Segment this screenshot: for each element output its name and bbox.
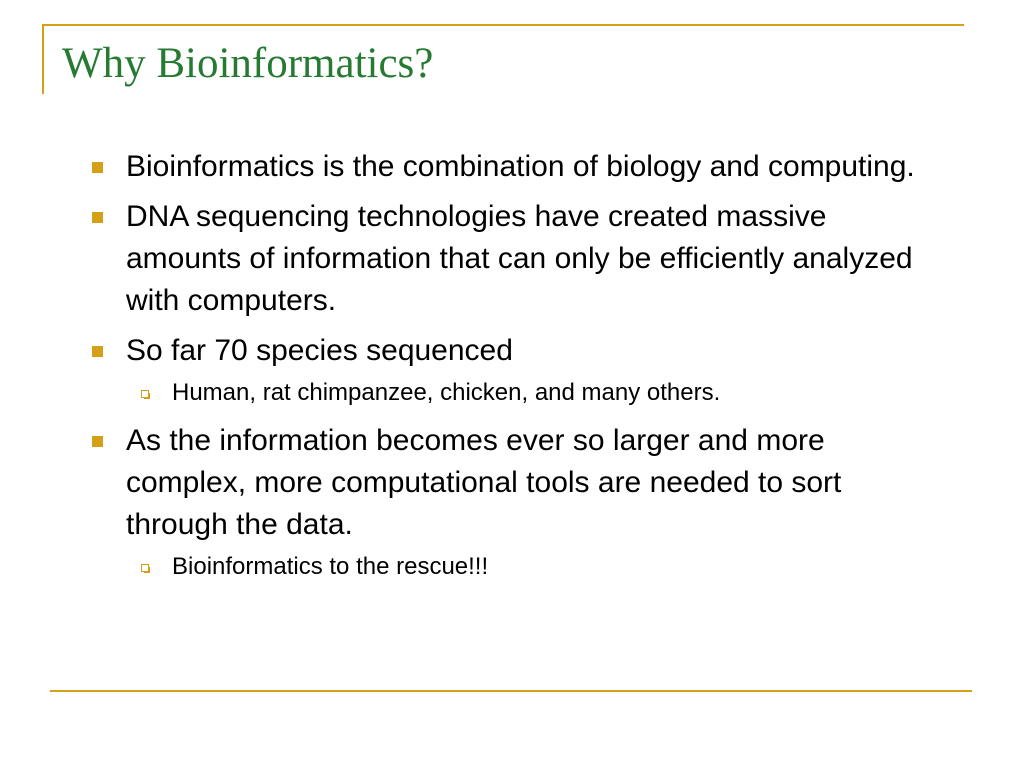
- left-border-line: [42, 24, 44, 94]
- hollow-square-bullet-icon: [141, 390, 149, 398]
- square-bullet-icon: [92, 212, 103, 223]
- bullet-list: [88, 146, 948, 594]
- square-bullet-icon: [92, 162, 103, 173]
- bullet-text: DNA sequencing technologies have created massive amounts of information that can only be efficiently analyzed with computers.: [126, 200, 913, 317]
- bullet-item: [88, 330, 948, 372]
- sub-bullet-text: Bioinformatics to the rescue!!!: [172, 553, 489, 580]
- bottom-border-line: [50, 690, 972, 692]
- sub-bullet-text: Human, rat chimpanzee, chicken, and many others.: [172, 379, 721, 406]
- hollow-square-bullet-icon: [141, 564, 149, 572]
- bullet-item: [88, 146, 948, 188]
- square-bullet-icon: [92, 436, 103, 447]
- bullet-item: [88, 420, 948, 546]
- square-bullet-icon: [92, 346, 103, 357]
- bullet-item: [88, 196, 948, 322]
- sub-bullet-item: [88, 550, 948, 584]
- bullet-text: Bioinformatics is the combination of biology and computing.: [126, 150, 915, 183]
- slide-title: Why Bioinformatics?: [62, 40, 434, 87]
- top-border-line: [42, 24, 964, 26]
- sub-bullet-item: [88, 376, 948, 410]
- bullet-text: As the information becomes ever so larger and more complex, more computational tools are needed to sort through the data.: [126, 424, 842, 541]
- bullet-text: So far 70 species sequenced: [126, 334, 513, 367]
